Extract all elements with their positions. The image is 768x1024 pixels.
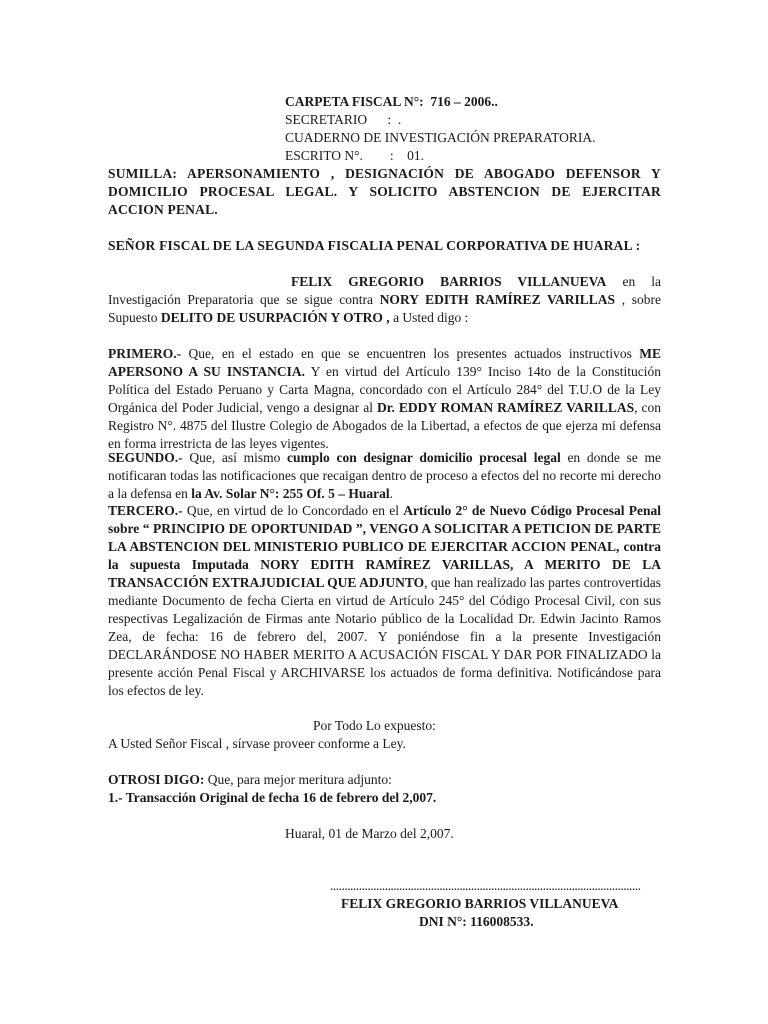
intro-text-1: en la Investigación Preparatoria que se sigue contra [108, 274, 661, 307]
date-line: Huaral, 01 de Marzo del 2,007. [285, 826, 454, 841]
carpeta-label: CARPETA FISCAL N°: [285, 94, 424, 109]
segundo-paragraph [108, 449, 661, 503]
por-todo-line: Por Todo Lo expuesto: [313, 718, 436, 733]
otrosi-label: OTROSI DIGO: [108, 772, 205, 787]
tercero-bold-1: Artículo 2° de Nuevo Código Procesal Penal sobre “ PRINCIPIO DE OPORTUNIDAD ”, VENGO A SOLICITAR A PETICION DE PARTE LA ABSTENCION DEL MINISTERIO PUBLICO DE EJERCITAR ACCION PENAL, contra la supuesta Imputada NORY EDITH RAMÍREZ VARILLAS, A MERITO DE LA TRANSACCIÓN EXTRAJUDICIAL QUE ADJUNTO [108, 503, 662, 590]
tercero-text-1: Que, en virtud de lo Concordado en el [182, 503, 404, 518]
segundo-bold-1: cumplo con designar domicilio procesal legal [287, 450, 561, 465]
segundo-label: SEGUNDO.- [108, 450, 183, 465]
signatory-name: FELIX GREGORIO BARRIOS VILLANUEVA [341, 896, 619, 911]
primero-text-3: , con Registro N°. 4875 del Ilustre Colegio de Abogados de la Libertad, a efectos de que ejerza mi defensa en forma irrestricta de las leyes vigentes. [108, 400, 662, 451]
defendant-name: NORY EDITH RAMÍREZ VARILLAS [379, 292, 616, 307]
carpeta-value: 716 – 2006.. [430, 94, 498, 109]
escrito-line: ESCRITO N°. : 01. [285, 148, 425, 163]
attachment-item: 1.- Transacción Original de fecha 16 de febrero del 2,007. [108, 790, 437, 805]
primero-label: PRIMERO.- [108, 346, 182, 361]
request-line: A Usted Señor Fiscal , sírvase proveer conforme a Ley. [108, 736, 406, 751]
petitioner-name: FELIX GREGORIO BARRIOS VILLANUEVA [291, 274, 607, 289]
segundo-text-3: . [389, 486, 393, 501]
intro-text-3: a Usted digo : [389, 310, 469, 325]
intro-paragraph [108, 273, 661, 327]
otrosi-line [108, 771, 392, 789]
crime-label: DELITO DE USURPACIÓN Y OTRO , [160, 310, 390, 325]
tercero-label: TERCERO.- [108, 503, 183, 518]
primero-bold-1: ME APERSONO A SU INSTANCIA. [108, 346, 661, 379]
intro-text-2: , sobre Supuesto [108, 292, 661, 325]
address: la Av. Solar N°: 255 Of. 5 – Huaral [191, 486, 390, 501]
cuaderno-line: CUADERNO DE INVESTIGACIÓN PREPARATORIA. [285, 130, 596, 145]
addressee: SEÑOR FISCAL DE LA SEGUNDA FISCALIA PENAL CORPORATIVA DE HUARAL : [108, 238, 641, 253]
segundo-text-2: en donde se me notificaran todas las notificaciones que recaigan dentro de proceso a efectos del no recorte mi derecho a la defensa en [108, 450, 661, 501]
lawyer-name: Dr. EDDY ROMAN RAMÍREZ VARILLAS [377, 400, 635, 415]
signatory-dni: DNI N°: 116008533. [419, 914, 534, 929]
primero-text-1: Que, en el estado en que se encuentren los presentes actuados instructivos [181, 346, 640, 361]
primero-text-2: Y en virtud del Artículo 139° Inciso 14to de la Constitución Política del Estado Peruano y Carta Magna, concordado con el Artículo 284° del T.U.O de la Ley Orgánica del Poder Judicial, vengo a designar al [108, 364, 661, 415]
secretario-line: SECRETARIO : . [285, 112, 402, 127]
otrosi-text: Que, para mejor meritura adjunto: [204, 772, 392, 787]
segundo-text-1: Que, así mismo [182, 450, 288, 465]
signature-line: ............................................................................................................ [330, 880, 641, 892]
carpeta-fiscal-line [285, 93, 498, 111]
primero-paragraph [108, 345, 661, 453]
sumilla: SUMILLA: APERSONAMIENTO , DESIGNACIÓN DE ABOGADO DEFENSOR Y DOMICILIO PROCESAL LEGAL. Y SOLICITO ABSTENCION DE EJERCITAR ACCION PENAL. [108, 166, 661, 217]
tercero-text-2: , que han realizado las partes controvertidas mediante Documento de fecha Cierta en virtud de Artículo 245° del Código Procesal Civil, con sus respectivas Legalización de Firmas ante Notario público de la Localidad Dr. Edwin Jacinto Ramos Zea, de fecha: 16 de febrero del, 2007. Y poniéndose fin a la presente Investigación DECLARÁNDOSE NO HABER MERITO A ACUSACIÓN FISCAL Y DAR POR FINALIZADO la presente acción Penal Fiscal y ARCHIVARSE los actuados de forma definitiva. Notificándose para los efectos de ley. [108, 575, 661, 698]
tercero-paragraph [108, 502, 661, 700]
